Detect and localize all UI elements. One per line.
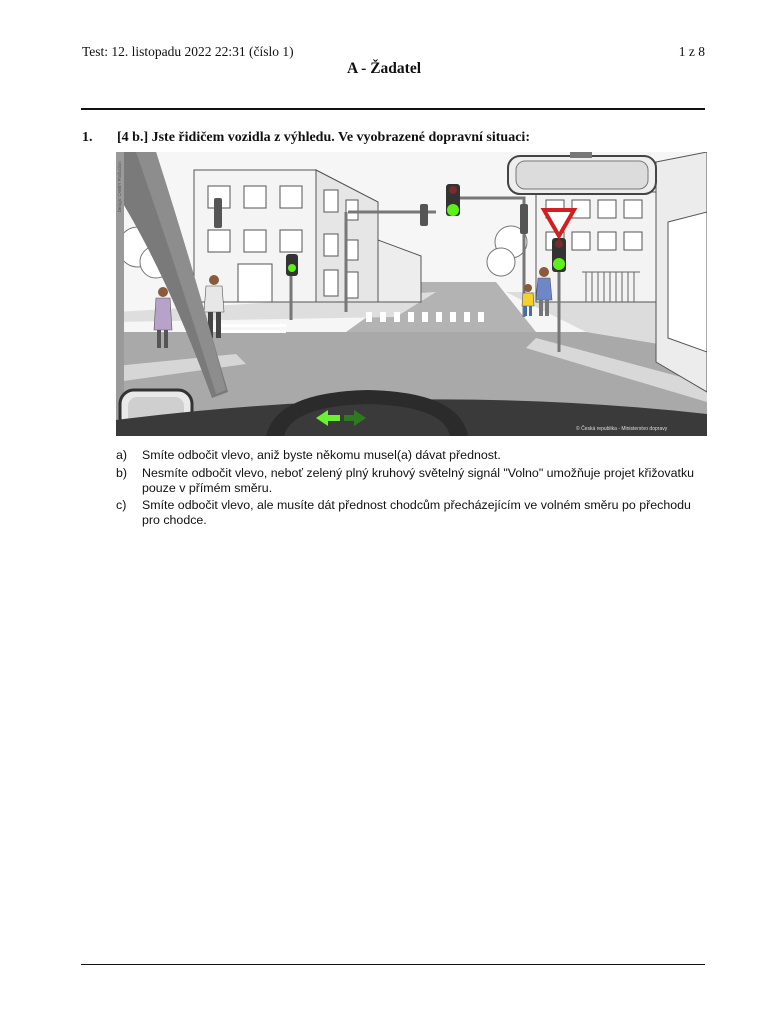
bottom-rule: [81, 964, 705, 965]
header-title: A - Žadatel: [346, 60, 422, 77]
question-text: [4 b.] Jste řidičem vozidla z výhledu. Ve vyobrazené dopravní situaci:: [117, 130, 530, 145]
image-design-credit: Design: CABBY Production: [117, 161, 122, 212]
answer-letter: a): [116, 448, 128, 462]
answer-text: Smíte odbočit vlevo, aniž byste někomu musel(a) dávat přednost.: [142, 448, 501, 462]
question-number: 1.: [82, 130, 93, 145]
top-rule: [81, 108, 705, 110]
answer-list: [116, 448, 706, 531]
traffic-scene-image: [116, 152, 707, 436]
answer-letter: b): [116, 465, 128, 480]
answer-text: Smíte odbočit vlevo, ale musíte dát přednost chodcům přecházejícím ve volném směru po přechodu pro chodce.: [142, 498, 691, 528]
answer-c[interactable]: [116, 498, 706, 528]
header-test-info: Test: 12. listopadu 2022 22:31 (číslo 1): [82, 44, 294, 59]
answer-text: Nesmíte odbočit vlevo, neboť zelený plný kruhový světelný signál "Volno" umožňuje projet křižovatku pouze v přímém směru.: [142, 465, 695, 495]
image-copyright: © Česká republika - Ministerstvo dopravy: [576, 426, 668, 432]
header-page-number: 1 z 8: [678, 44, 705, 59]
answer-letter: c): [116, 498, 127, 513]
answer-a[interactable]: [116, 448, 706, 463]
answer-b[interactable]: [116, 466, 706, 496]
